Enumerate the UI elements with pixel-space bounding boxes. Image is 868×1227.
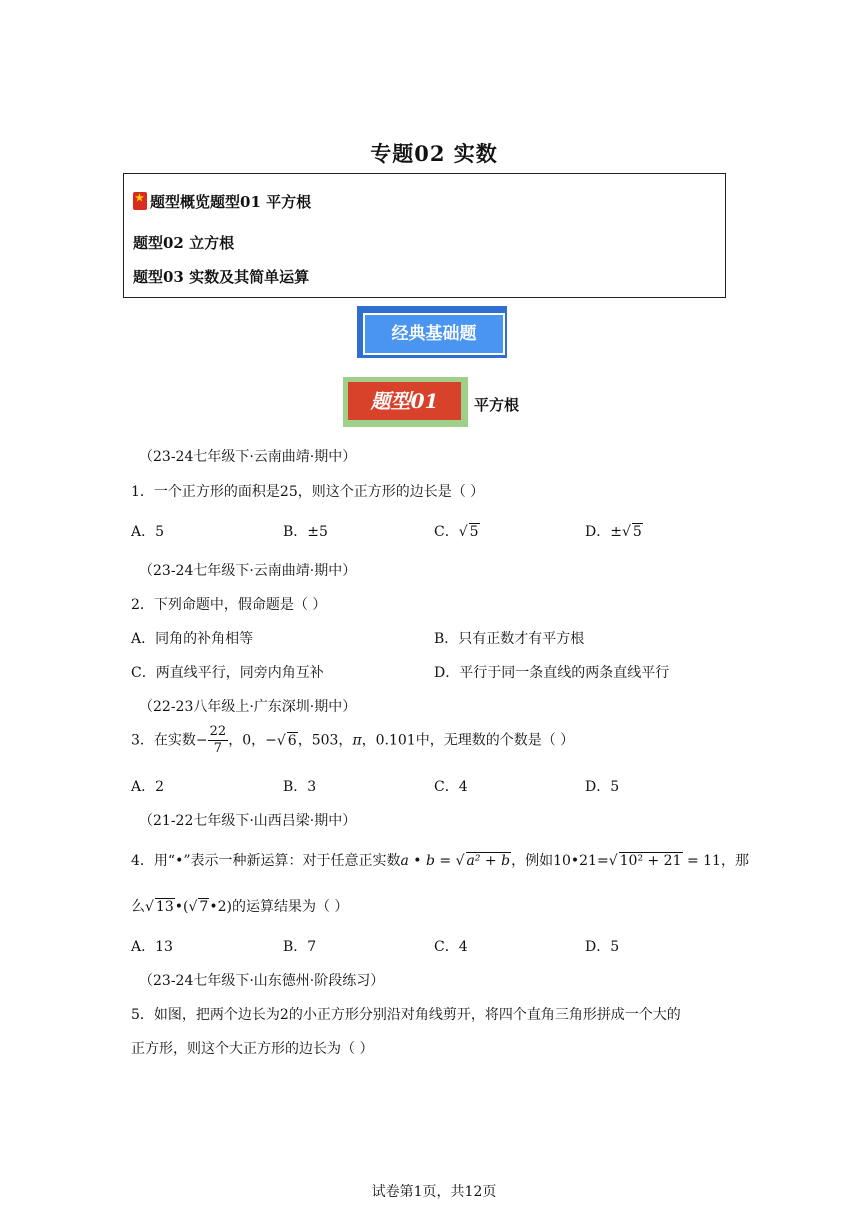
page-footer: 试卷第1页，共12页 [371, 1184, 497, 1200]
option-b: B．只有正数才有平方根 [434, 631, 585, 647]
question-source: （23-24七年级下·云南曲靖·期中） [139, 563, 357, 579]
question-source: （23-24七年级下·山东德州·阶段练习） [139, 973, 385, 989]
section-banner-text: 经典基础题 [363, 313, 505, 355]
option-d: D．±√ 5 [585, 524, 642, 540]
option-a: A．2 [131, 779, 165, 795]
option-d: D．5 [585, 939, 620, 955]
option-b: B．7 [283, 939, 317, 955]
option-c: C．4 [434, 939, 468, 955]
option-c: C．两直线平行，同旁内角互补 [131, 665, 324, 681]
overview-line-2: 题型02 立方根 [133, 234, 235, 252]
fraction: $\frac{22}{7}$ [209, 724, 227, 756]
question-stem: 1．一个正方形的面积是25，则这个正方形的边长是（ ） [131, 484, 485, 500]
question-stem: 5．如图，把两个边长为2的小正方形分别沿对角线剪开，将四个直角三角形拼成一个大的 [131, 1007, 681, 1023]
question-stem: 2．下列命题中，假命题是（ ） [131, 597, 327, 613]
type-badge-text: 题型01 [348, 382, 461, 420]
question-stem-line2: 正方形，则这个大正方形的边长为（ ） [131, 1041, 374, 1057]
radicand: 5 [632, 524, 642, 540]
question-stem: 3．在实数− $\frac{22}{7}$ ，0，−√ 6，503，π，0.101中，无理数的个数是（ ） [131, 724, 575, 756]
question-source: （22-23八年级上·广东深圳·期中） [139, 699, 357, 715]
question-source: （21-22七年级下·山西吕梁·期中） [139, 813, 357, 829]
question-stem-line2: 么√ 13•(√ 7•2)的运算结果为（ ） [131, 899, 349, 915]
option-a: A．13 [131, 939, 173, 955]
page-title: 专题02 实数 [370, 141, 498, 166]
type-label: 平方根 [474, 396, 520, 414]
overview-box [123, 173, 726, 298]
option-d: D．5 [585, 779, 620, 795]
overview-line-1 [133, 191, 311, 212]
question-source: （23-24七年级下·云南曲靖·期中） [139, 449, 357, 465]
overview-line-1-text: 题型概览题型01 平方根 [150, 193, 312, 211]
option-d: D．平行于同一条直线的两条直线平行 [434, 665, 670, 681]
option-c: C．√ 5 [434, 524, 479, 540]
option-a: A．5 [131, 524, 165, 540]
book-icon [133, 192, 147, 210]
option-c: C．4 [434, 779, 468, 795]
type-badge [343, 377, 468, 427]
overview-line-3: 题型03 实数及其简单运算 [133, 268, 310, 286]
option-a: A．同角的补角相等 [131, 631, 254, 647]
question-stem: 4．用“•”表示一种新运算：对于任意正实数a • b = √ a² + b，例如10•21=√ 10² + 21 = 11，那 [131, 853, 749, 869]
option-b: B．±5 [283, 524, 328, 540]
radicand: 5 [469, 524, 479, 540]
option-b: B．3 [283, 779, 317, 795]
section-banner [357, 306, 510, 361]
